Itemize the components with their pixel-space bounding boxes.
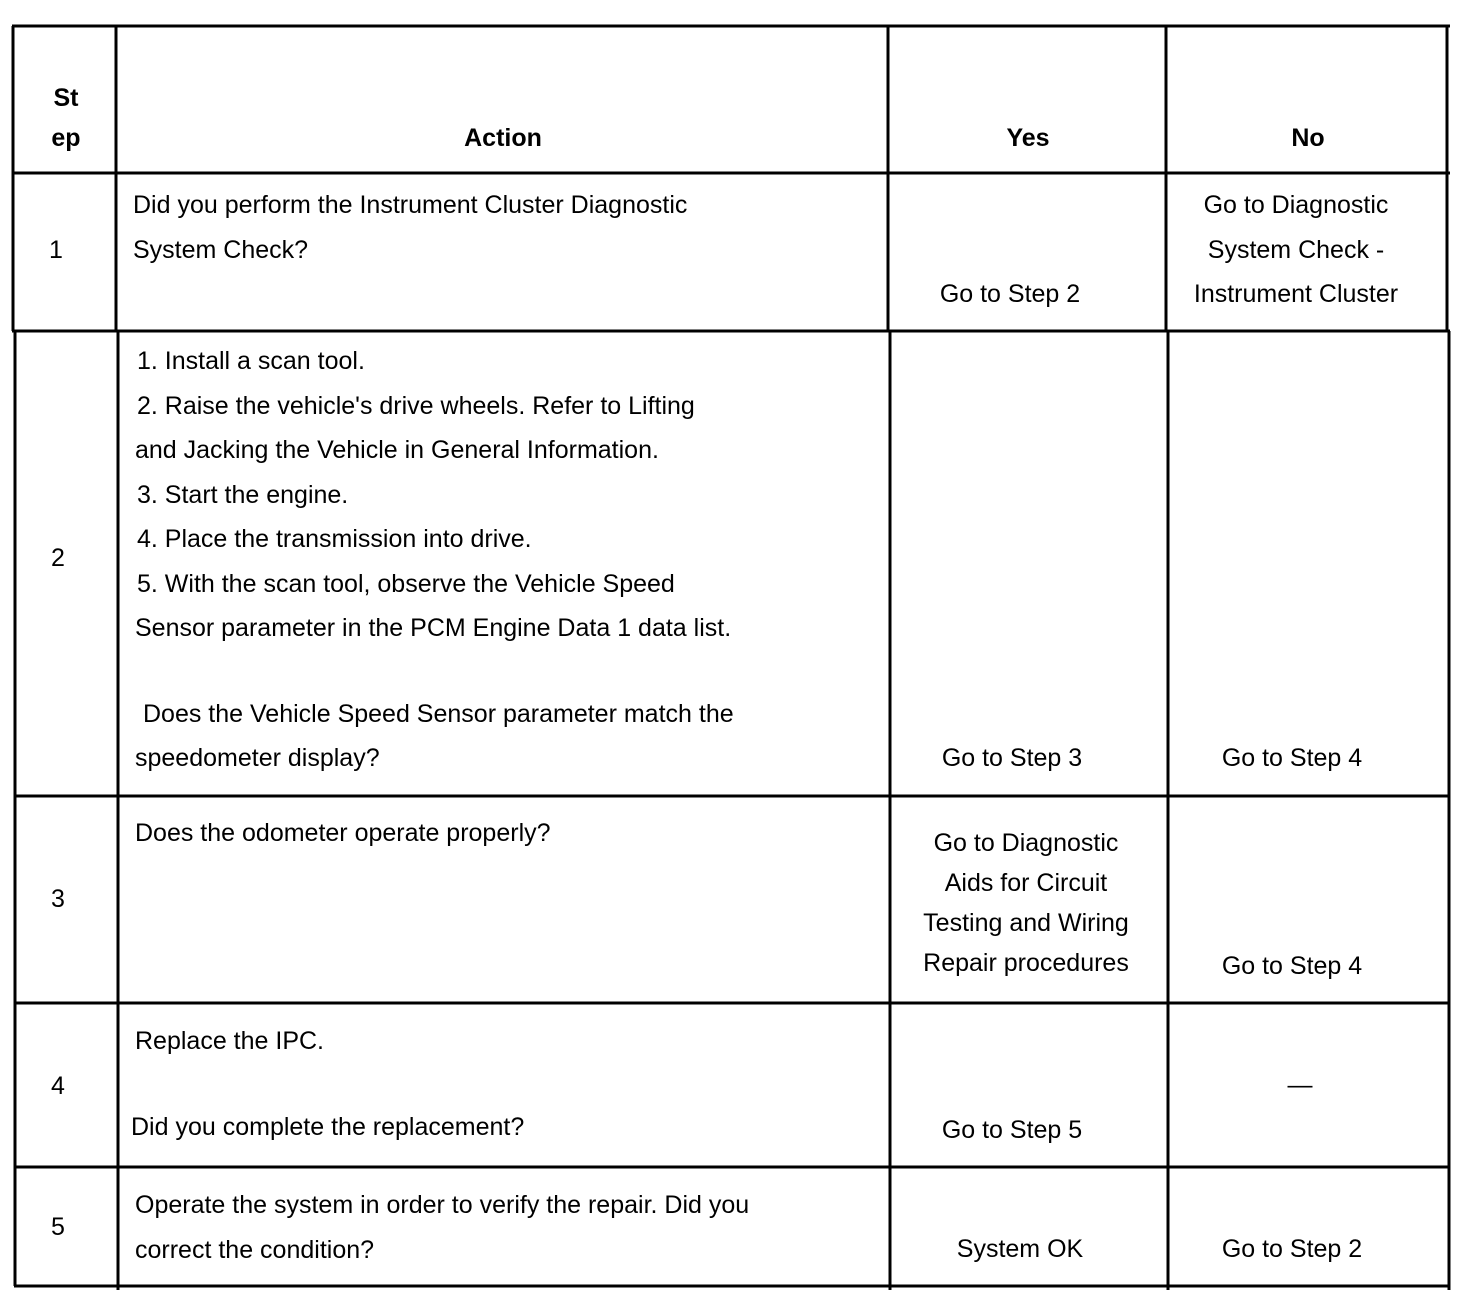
action-line: System Check? xyxy=(133,235,309,264)
no-result: Go to Step 4 xyxy=(1221,744,1363,772)
step-number: 4 xyxy=(51,1072,65,1100)
step-number: 1 xyxy=(49,236,63,264)
action-line: 4. Place the transmission into drive. xyxy=(137,525,532,553)
header-no: No xyxy=(1291,124,1325,152)
yes-result xyxy=(886,823,1166,983)
action-text: Did you complete the replacement? xyxy=(131,1113,525,1141)
no-result: Go to Step 2 xyxy=(1221,1235,1363,1263)
action-line: 1. Install a scan tool. xyxy=(137,347,365,375)
step-number: 5 xyxy=(51,1213,65,1241)
no-line: Instrument Cluster xyxy=(1193,280,1399,308)
no-result: Go to Step 4 xyxy=(1221,952,1363,980)
action-text xyxy=(135,339,734,781)
action-line: 5. With the scan tool, observe the Vehicle Speed xyxy=(137,569,675,598)
yes-line: Aids for Circuit xyxy=(944,869,1108,897)
action-line: speedometer display? xyxy=(135,744,380,772)
header-step-line-1: St xyxy=(53,84,79,112)
yes-line: Go to Diagnostic xyxy=(933,829,1119,857)
no-line: Go to Diagnostic xyxy=(1203,191,1389,219)
yes-result: Go to Step 5 xyxy=(941,1116,1083,1144)
no-result xyxy=(1156,183,1436,317)
yes-line: Testing and Wiring xyxy=(923,909,1129,937)
step-number: 2 xyxy=(51,544,65,572)
action-text xyxy=(133,183,687,272)
step-number: 3 xyxy=(51,885,65,913)
no-result: — xyxy=(1287,1071,1313,1099)
action-line: Sensor parameter in the PCM Engine Data 1 data list. xyxy=(135,614,732,642)
action-line: Does the Vehicle Speed Sensor parameter match the xyxy=(143,699,734,728)
action-text xyxy=(135,1183,749,1272)
header-action: Action xyxy=(464,124,542,152)
action-text: Replace the IPC. xyxy=(135,1027,324,1055)
header-yes: Yes xyxy=(1006,124,1050,152)
action-text: Does the odometer operate properly? xyxy=(135,819,551,847)
action-line: and Jacking the Vehicle in General Information. xyxy=(135,436,659,464)
action-line: 2. Raise the vehicle's drive wheels. Refer to Lifting xyxy=(137,391,695,420)
no-line: System Check - xyxy=(1207,235,1385,264)
action-line: correct the condition? xyxy=(135,1235,375,1264)
header-step xyxy=(16,78,116,158)
yes-line: Repair procedures xyxy=(923,949,1129,977)
action-line: Operate the system in order to verify the repair. Did you xyxy=(135,1191,750,1219)
yes-result: Go to Step 3 xyxy=(941,744,1083,772)
yes-result: Go to Step 2 xyxy=(939,280,1081,308)
action-line: 3. Start the engine. xyxy=(137,480,349,509)
action-line: Did you perform the Instrument Cluster Diagnostic xyxy=(133,191,688,219)
header-step-line-2: ep xyxy=(51,124,81,152)
yes-result: System OK xyxy=(956,1235,1084,1263)
